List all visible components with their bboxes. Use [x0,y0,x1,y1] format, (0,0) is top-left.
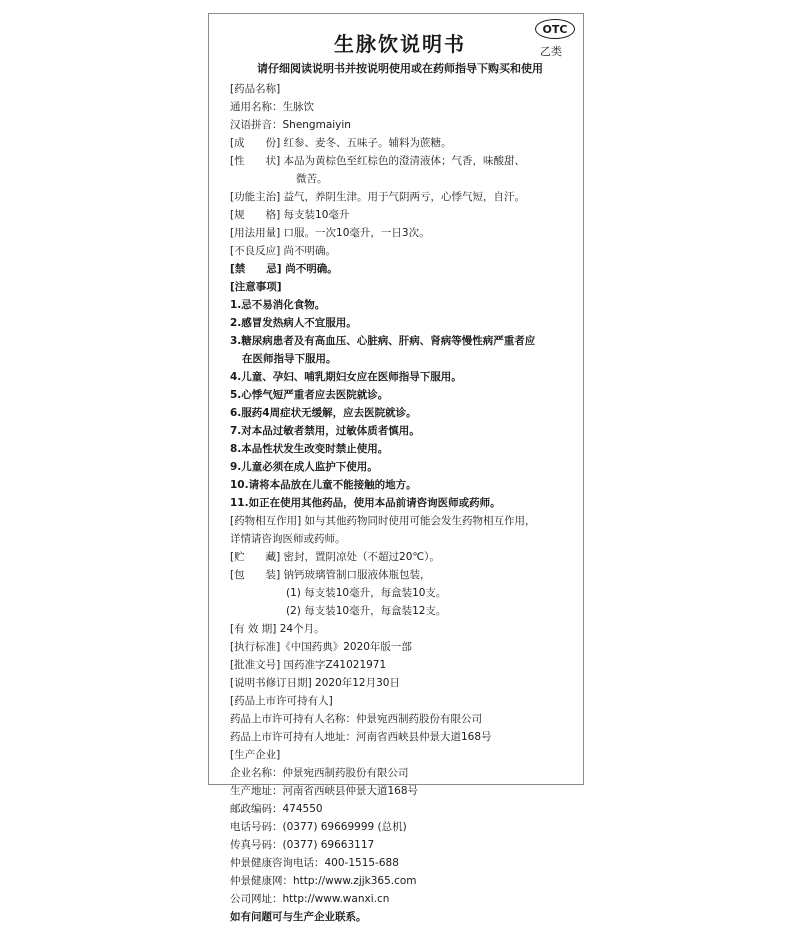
document-title: 生脉饮说明书 [334,32,466,56]
precaution-item: 9.儿童必须在成人监护下使用。 [230,461,378,473]
otc-badge: OTC [535,19,575,39]
adverse-reactions: [不良反应] 尚不明确。 [230,245,337,257]
shelf-life: [有 效 期] 24个月。 [230,623,325,635]
contact-note: 如有问题可与生产企业联系。 [230,911,367,923]
leaflet-content [230,80,575,926]
section-precautions: [注意事项] [230,281,282,293]
storage: [贮 藏] 密封，置阴凉处（不超过20℃）。 [230,551,440,563]
drug-interactions-continued: 详情请咨询医师或药师。 [230,533,346,545]
precaution-item: 8.本品性状发生改变时禁止使用。 [230,443,389,455]
section-drug-name: [药品名称] [230,83,281,95]
contraindications: [禁 忌] 尚不明确。 [230,263,338,275]
precaution-item: 2.感冒发热病人不宜服用。 [230,317,357,329]
ingredients: [成 份] 红参、麦冬、五味子。辅料为蔗糖。 [230,137,452,149]
drug-interactions: [药物相互作用] 如与其他药物同时使用可能会发生药物相互作用， [230,515,536,527]
pinyin-name: 汉语拼音：Shengmaiyin [230,119,351,131]
license-holder-name: 药品上市许可持有人名称：仲景宛西制药股份有限公司 [230,713,482,725]
precaution-item-continued: 在医师指导下服用。 [242,353,337,365]
manufacturer-name: 企业名称：仲景宛西制药股份有限公司 [230,767,409,779]
dosage: [用法用量] 口服。一次10毫升，一日3次。 [230,227,430,239]
section-license-holder: [药品上市许可持有人] [230,695,333,707]
specification: [规 格] 每支装10毫升 [230,209,350,221]
precaution-item: 11.如正在使用其他药品，使用本品前请咨询医师或药师。 [230,497,501,509]
precaution-item: 5.心悸气短严重者应去医院就诊。 [230,389,389,401]
phone-number: 电话号码：(0377) 69669999 (总机) [230,821,407,833]
fax-number: 传真号码：(0377) 69663117 [230,839,375,851]
standard: [执行标准]《中国药典》2020年版一部 [230,641,412,653]
packaging: [包 装] 钠钙玻璃管制口服液体瓶包装， [230,569,431,581]
health-website: 仲景健康网：http://www.zjjk365.com [230,875,417,887]
manufacturer-address: 生产地址：河南省西峡县仲景大道168号 [230,785,419,797]
properties-continued: 微苦。 [296,173,328,185]
instruction-subtitle: 请仔细阅读说明书并按说明使用或在药师指导下购买和使用 [257,62,543,75]
precaution-item: 6.服药4周症状无缓解，应去医院就诊。 [230,407,417,419]
approval-number: [批准文号] 国药准字Z41021971 [230,659,387,671]
otc-class-label: 乙类 [540,45,562,58]
revision-date: [说明书修订日期] 2020年12月30日 [230,677,400,689]
health-hotline: 仲景健康咨询电话：400-1515-688 [230,857,399,869]
properties: [性 状] 本品为黄棕色至红棕色的澄清液体；气香，味酸甜、 [230,155,526,167]
packaging-option: (1) 每支装10毫升，每盒装10支。 [286,587,447,599]
precaution-item: 4.儿童、孕妇、哺乳期妇女应在医师指导下服用。 [230,371,462,383]
precaution-item: 7.对本品过敏者禁用，过敏体质者慎用。 [230,425,420,437]
section-manufacturer: [生产企业] [230,749,281,761]
postal-code: 邮政编码：474550 [230,803,323,815]
company-website: 公司网址：http://www.wanxi.cn [230,893,390,905]
indications: [功能主治] 益气，养阴生津。用于气阴两亏，心悸气短，自汗。 [230,191,526,203]
packaging-option: (2) 每支装10毫升，每盒装12支。 [286,605,447,617]
precaution-item: 10.请将本品放在儿童不能接触的地方。 [230,479,417,491]
precaution-item: 1.忌不易消化食物。 [230,299,326,311]
license-holder-address: 药品上市许可持有人地址：河南省西峡县仲景大道168号 [230,731,492,743]
generic-name: 通用名称：生脉饮 [230,101,314,113]
precaution-item: 3.糖尿病患者及有高血压、心脏病、肝病、肾病等慢性病严重者应 [230,335,536,347]
